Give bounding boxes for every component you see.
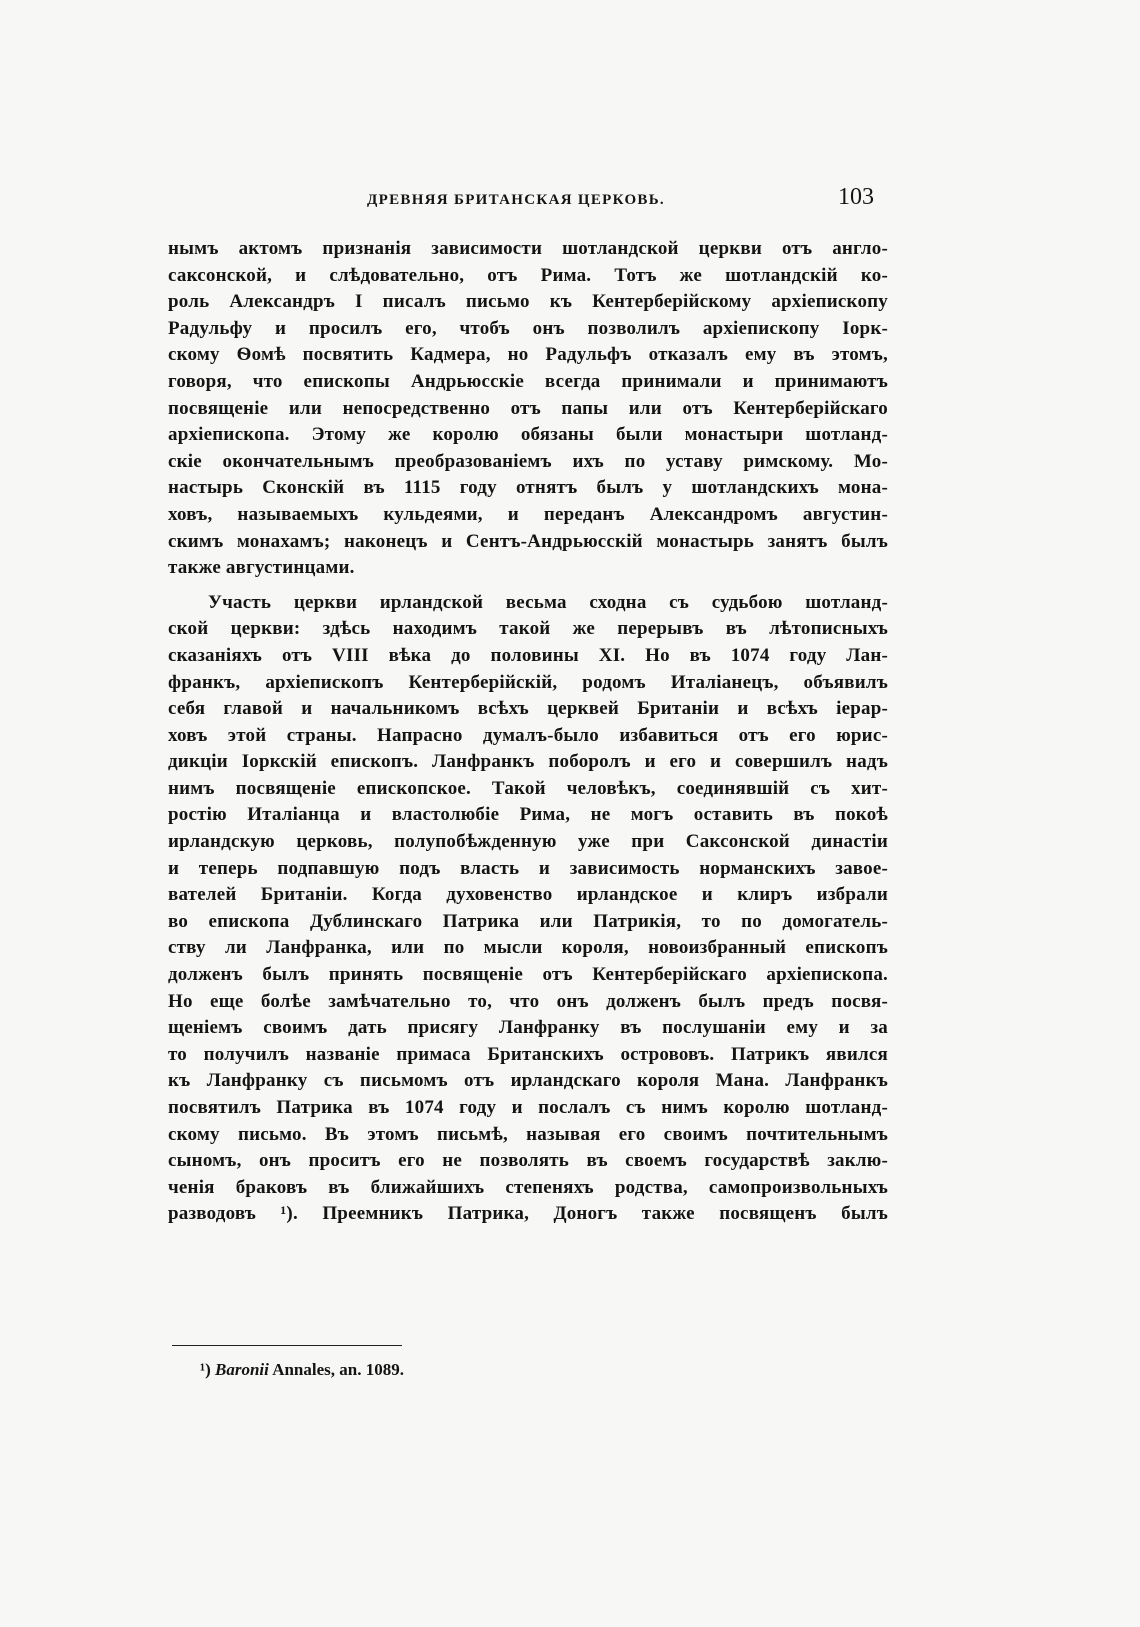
text-line: то получилъ названіе примаса Британскихъ острововъ. Патрикъ явился — [168, 1043, 888, 1065]
text-line: настырь Сконскій въ 1115 году отнятъ былъ у шотландскихъ мона- — [168, 477, 888, 499]
text-line: посвятилъ Патрика въ 1074 году и послалъ съ нимъ королю шотланд- — [168, 1097, 888, 1118]
text-line: себя главой и начальникомъ всѣхъ церквей Британіи и всѣхъ іерар- — [168, 698, 888, 720]
paragraph-2 — [168, 590, 888, 1228]
text-line: во епископа Дублинскаго Патрика или Патрикія, то по домогатель- — [168, 910, 888, 932]
text-line: скіе окончательнымъ преобразованіемъ ихъ по уставу римскому. Мо- — [168, 450, 888, 472]
paragraph-1 — [168, 236, 888, 582]
text-line: саксонской, и слѣдовательно, отъ Рима. Тотъ же шотландскій ко- — [168, 264, 888, 286]
text-line: щеніемъ своимъ дать присягу Ланфранку въ послушаніи ему и за — [168, 1017, 888, 1039]
footnote-marker: ¹) — [200, 1360, 211, 1379]
text-line: дикціи Іоркскій епископъ. Ланфранкъ поборолъ и его и совершилъ надъ — [168, 751, 888, 773]
text-line: долженъ былъ принять посвященіе отъ Кентерберійскаго архіепископа. — [168, 964, 888, 986]
text-line: разводовъ ¹). Преемникъ Патрика, Доногъ также посвященъ былъ — [168, 1203, 888, 1225]
text-line: роль Александръ I писалъ письмо къ Кентерберійскому архіепископу — [168, 291, 888, 313]
text-line: ской церкви: здѣсь находимъ такой же перерывъ въ лѣтописныхъ — [168, 618, 888, 640]
footnote-author: Baronii — [215, 1360, 269, 1379]
text-line: скому письмо. Въ этомъ письмѣ, называя его своимъ почтительнымъ — [168, 1123, 888, 1145]
text-line: Радульфу и просилъ его, чтобъ онъ позволилъ архіепископу Іорк- — [168, 317, 888, 339]
footnote — [200, 1360, 404, 1380]
text-line: скому Ѳомѣ посвятить Кадмера, но Радульфъ отказалъ ему въ этомъ, — [168, 344, 888, 366]
text-line: нымъ актомъ признанія зависимости шотландской церкви отъ англо- — [168, 238, 888, 259]
text-line: франкъ, архіепископъ Кентерберійскій, родомъ Италіанецъ, объявилъ — [168, 671, 888, 693]
page-number: 103 — [838, 184, 874, 210]
text-line: скимъ монахамъ; наконецъ и Сентъ-Андрьюсскій монастырь занятъ былъ — [168, 530, 888, 552]
text-line: и теперь подпавшую подъ власть и зависимость норманскихъ завое- — [168, 857, 888, 879]
footnote-divider — [172, 1345, 402, 1346]
text-line: вателей Британіи. Когда духовенство ирландское и клиръ избрали — [168, 884, 888, 906]
text-line: нимъ посвященіе епископское. Такой человѣкъ, соединявшій съ хит- — [168, 777, 888, 799]
running-title: ДРЕВНЯЯ БРИТАНСКАЯ ЦЕРКОВЬ. — [367, 192, 665, 208]
text-line: ховъ, называемыхъ кульдеями, и переданъ Александромъ августин- — [168, 503, 888, 525]
text-line: къ Ланфранку съ письмомъ отъ ирландскаго короля Мана. Ланфранкъ — [168, 1070, 888, 1092]
text-line: ховъ этой страны. Напрасно думалъ-было избавиться отъ его юрис- — [168, 724, 888, 746]
footnote-text: Annales, an. 1089. — [272, 1360, 404, 1379]
text-line: посвященіе или непосредственно отъ папы или отъ Кентерберійскаго — [168, 397, 888, 419]
text-line: ченія браковъ въ ближайшихъ степеняхъ родства, самопроизвольныхъ — [168, 1176, 888, 1198]
text-line: ирландскую церковь, полупобѣжденную уже при Саксонской династіи — [168, 831, 888, 853]
text-line: говоря, что епископы Андрьюсскіе всегда принимали и принимаютъ — [168, 370, 888, 392]
body-text — [168, 236, 888, 1228]
text-line: архіепископа. Этому же королю обязаны были монастыри шотланд- — [168, 424, 888, 446]
page-header — [168, 184, 888, 220]
text-line: ростію Италіанца и властолюбіе Рима, не могъ оставить въ покоѣ — [168, 804, 888, 826]
text-line: Но еще болѣе замѣчательно то, что онъ долженъ былъ предъ посвя- — [168, 990, 888, 1012]
text-line: сказаніяхъ отъ VIII вѣка до половины XI. Но въ 1074 году Лан- — [168, 644, 888, 666]
text-line: также августинцами. — [168, 557, 355, 579]
text-line: сыномъ, онъ проситъ его не позволять въ своемъ государствѣ заклю- — [168, 1150, 888, 1172]
text-line: Участь церкви ирландской весьма сходна съ судьбою шотланд- — [208, 591, 888, 613]
text-line: ству ли Ланфранка, или по мысли короля, новоизбранный епископъ — [168, 937, 888, 959]
